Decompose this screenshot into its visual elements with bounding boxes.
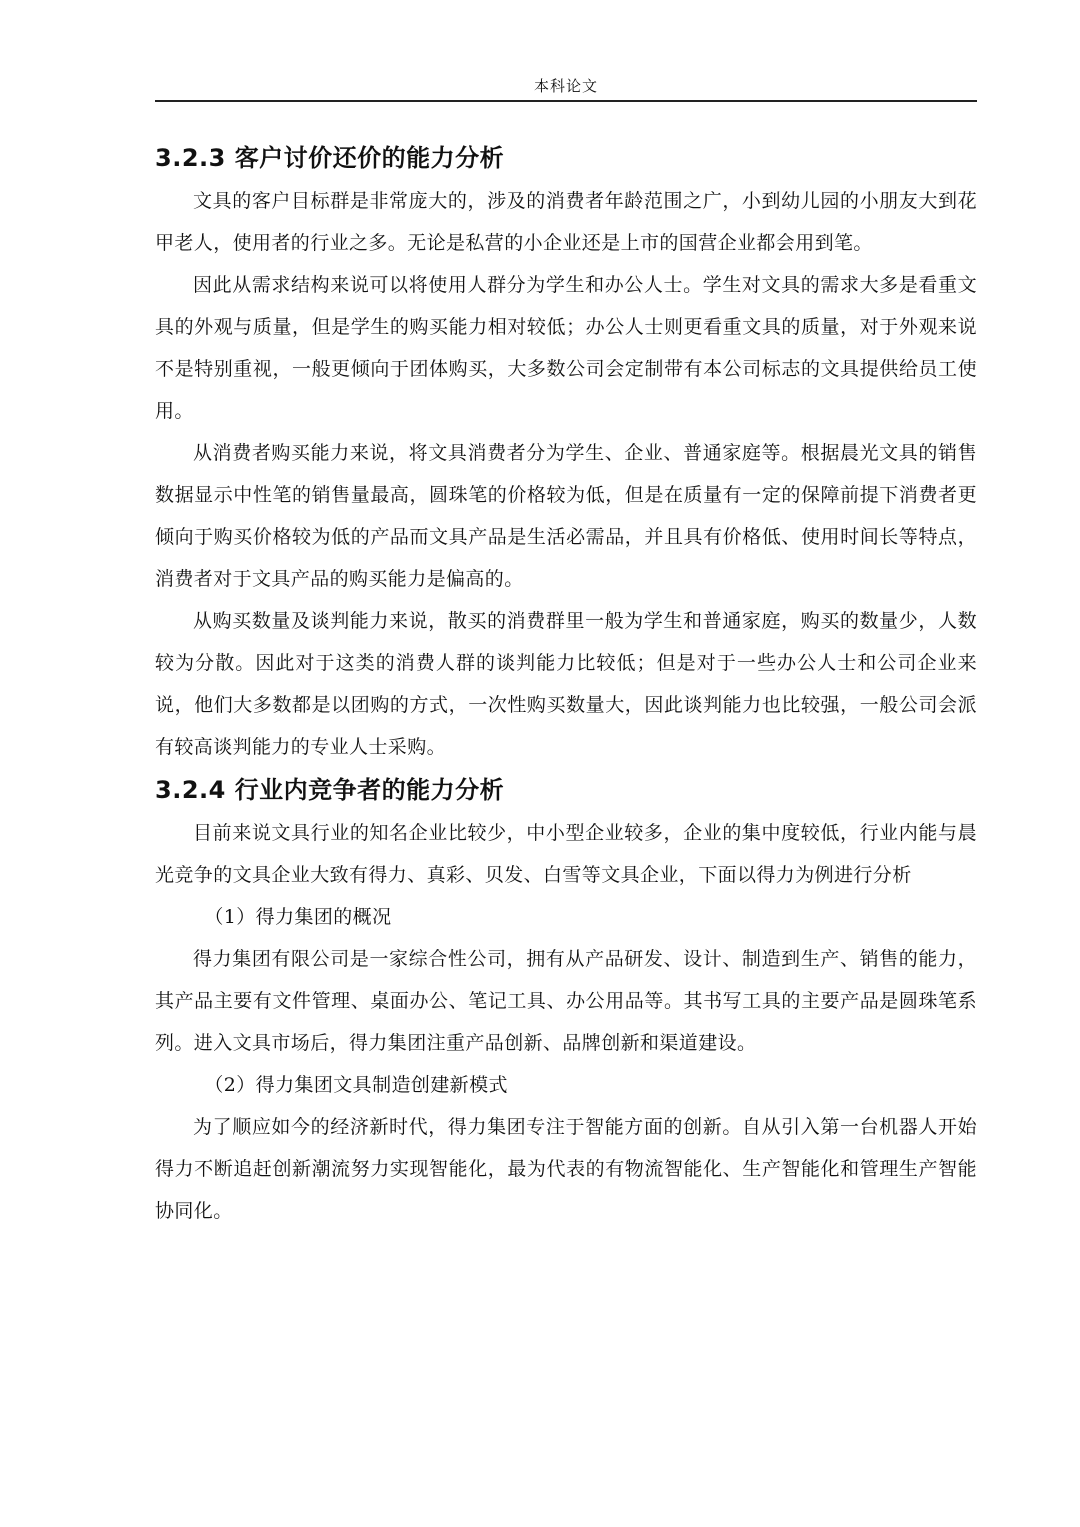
paragraph: 因此从需求结构来说可以将使用人群分为学生和办公人士。学生对文具的需求大多是看重文具的外观与质量，但是学生的购买能力相对较低；办公人士则更看重文具的质量，对于外观来说不是特别重视，一般更倾向于团体购买，大多数公司会定制带有本公司标志的文具提供给员工使用。 [155,274,977,422]
section-heading-3-2-4: 3.2.4 行业内竞争者的能力分析 [155,776,505,804]
sub-item-label: （2）得力集团文具制造创建新模式 [204,1074,508,1096]
paragraph: 目前来说文具行业的知名企业比较少，中小型企业较多，企业的集中度较低，行业内能与晨光竞争的文具企业大致有得力、真彩、贝发、白雪等文具企业，下面以得力为例进行分析 [155,822,977,886]
header-rule [155,100,977,102]
paragraph: 从消费者购买能力来说，将文具消费者分为学生、企业、普通家庭等。根据晨光文具的销售数据显示中性笔的销售量最高，圆珠笔的价格较为低，但是在质量有一定的保障前提下消费者更倾向于购买价格较为低的产品而文具产品是生活必需品，并且具有价格低、使用时间长等特点，消费者对于文具产品的购买能力是偏高的。 [155,442,977,590]
paragraph: 文具的客户目标群是非常庞大的，涉及的消费者年龄范围之广，小到幼儿园的小朋友大到花甲老人，使用者的行业之多。无论是私营的小企业还是上市的国营企业都会用到笔。 [155,190,977,254]
running-header: 本科论文 [533,77,598,95]
paragraph: 从购买数量及谈判能力来说，散买的消费群里一般为学生和普通家庭，购买的数量少，人数较为分散。因此对于这类的消费人群的谈判能力比较低；但是对于一些办公人士和公司企业来说，他们大多数都是以团购的方式，一次性购买数量大，因此谈判能力也比较强，一般公司会派有较高谈判能力的专业人士采购。 [155,610,977,758]
page-content [155,136,977,1232]
section-heading-3-2-3: 3.2.3 客户讨价还价的能力分析 [155,144,505,172]
paragraph: 为了顺应如今的经济新时代，得力集团专注于智能方面的创新。自从引入第一台机器人开始得力不断追赶创新潮流努力实现智能化，最为代表的有物流智能化、生产智能化和管理生产智能协同化。 [155,1116,977,1222]
sub-item-label: （1）得力集团的概况 [204,906,392,928]
paragraph: 得力集团有限公司是一家综合性公司，拥有从产品研发、设计、制造到生产、销售的能力，其产品主要有文件管理、桌面办公、笔记工具、办公用品等。其书写工具的主要产品是圆珠笔系列。进入文具市场后，得力集团注重产品创新、品牌创新和渠道建设。 [155,948,977,1054]
